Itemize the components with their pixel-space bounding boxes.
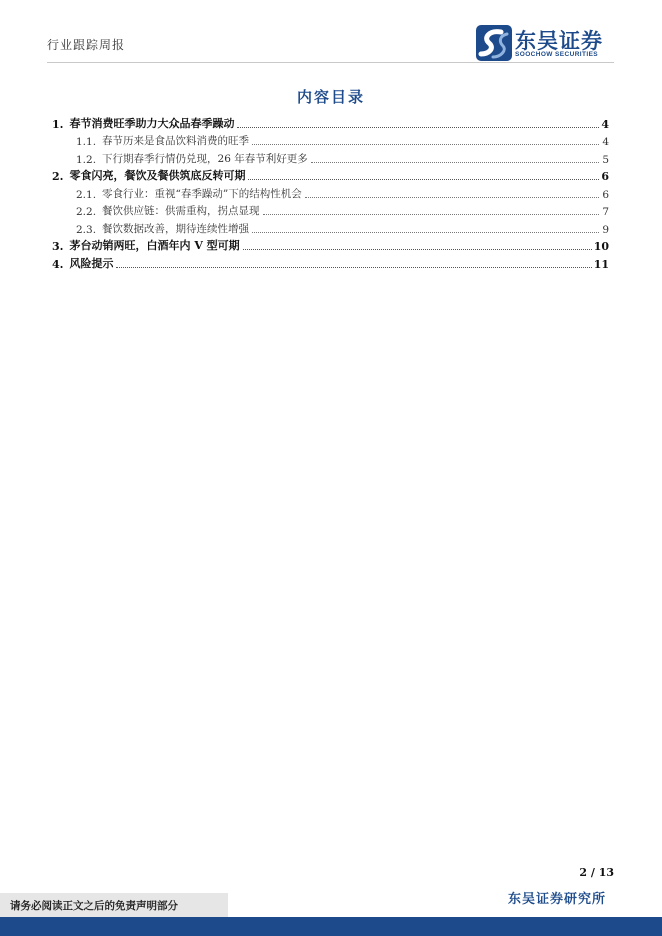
toc-entry[interactable] (52, 218, 609, 236)
logo-text-cn: 东吴证券 (515, 29, 603, 53)
toc-leader-dots (311, 162, 599, 163)
toc-entry-page: 10 (593, 240, 609, 253)
toc-entry-page: 6 (602, 188, 609, 201)
toc-entry[interactable] (52, 183, 609, 201)
disclaimer-text: 请务必阅读正文之后的免责声明部分 (10, 900, 178, 912)
footer-brand: 东吴证券研究所 (507, 892, 606, 907)
table-of-contents (52, 113, 609, 271)
toc-entry-text: 零食行业：重视“春季躁动”下的结构性机会 (102, 187, 302, 200)
toc-entry-page: 9 (602, 223, 609, 236)
toc-leader-dots (305, 197, 599, 198)
toc-entry[interactable] (52, 201, 609, 219)
footer-bar (0, 917, 662, 936)
toc-entry[interactable] (52, 148, 609, 166)
toc-leader-dots (263, 214, 599, 215)
toc-entry-number: 2.1. (76, 188, 97, 201)
toc-entry-text: 下行期春季行情仍兑现，26 年春节利好更多 (102, 152, 308, 165)
toc-entry-text: 春节消费旺季助力大众品春季躁动 (69, 116, 235, 130)
toc-entry-number: 2.3. (76, 223, 97, 236)
toc-entry-page: 5 (602, 153, 609, 166)
toc-entry-text: 茅台动销两旺，白酒年内 V 型可期 (69, 239, 240, 252)
toc-entry-page: 7 (602, 206, 609, 218)
toc-entry-text: 餐饮供应链：供需重构，拐点显现 (102, 205, 260, 217)
toc-entry-text: 零食闪亮，餐饮及餐供筑底反转可期 (69, 169, 246, 182)
toc-entry-number: 2. (52, 170, 64, 183)
logo-text-en: SOOCHOW SECURITIES (515, 51, 599, 58)
soochow-logo (475, 24, 625, 64)
toc-entry-number: 1. (52, 117, 64, 131)
toc-entry-number: 1.2. (76, 153, 97, 166)
page-indicator: 2 / 13 (579, 866, 614, 879)
toc-entry-page: 11 (593, 257, 609, 271)
toc-title: 内容目录 (296, 88, 365, 106)
toc-entry-text: 餐饮数据改善，期待连续性增强 (102, 222, 250, 235)
toc-entry-page: 4 (601, 117, 609, 131)
toc-entry-page: 6 (601, 170, 609, 183)
toc-entry-number: 3. (52, 240, 64, 253)
toc-leader-dots (243, 249, 592, 250)
toc-entry-text: 风险提示 (69, 256, 114, 270)
toc-entry-number: 2.2. (76, 206, 97, 218)
toc-entry[interactable] (52, 113, 609, 131)
toc-entry[interactable] (52, 131, 609, 149)
toc-leader-dots (237, 127, 599, 128)
toc-entry-number: 4. (52, 257, 64, 271)
toc-leader-dots (252, 144, 599, 145)
header-divider (47, 62, 614, 63)
toc-entry[interactable] (52, 253, 609, 271)
toc-entry[interactable] (52, 166, 609, 184)
toc-leader-dots (116, 267, 591, 268)
toc-entry[interactable] (52, 236, 609, 254)
disclaimer-box (0, 893, 228, 917)
soochow-logo-icon (475, 24, 513, 62)
toc-leader-dots (248, 179, 599, 180)
toc-entry-number: 1.1. (76, 136, 97, 148)
toc-entry-page: 4 (602, 136, 609, 148)
toc-leader-dots (252, 232, 599, 233)
toc-entry-text: 春节历来是食品饮料消费的旺季 (102, 135, 250, 147)
report-category: 行业跟踪周报 (47, 38, 126, 52)
